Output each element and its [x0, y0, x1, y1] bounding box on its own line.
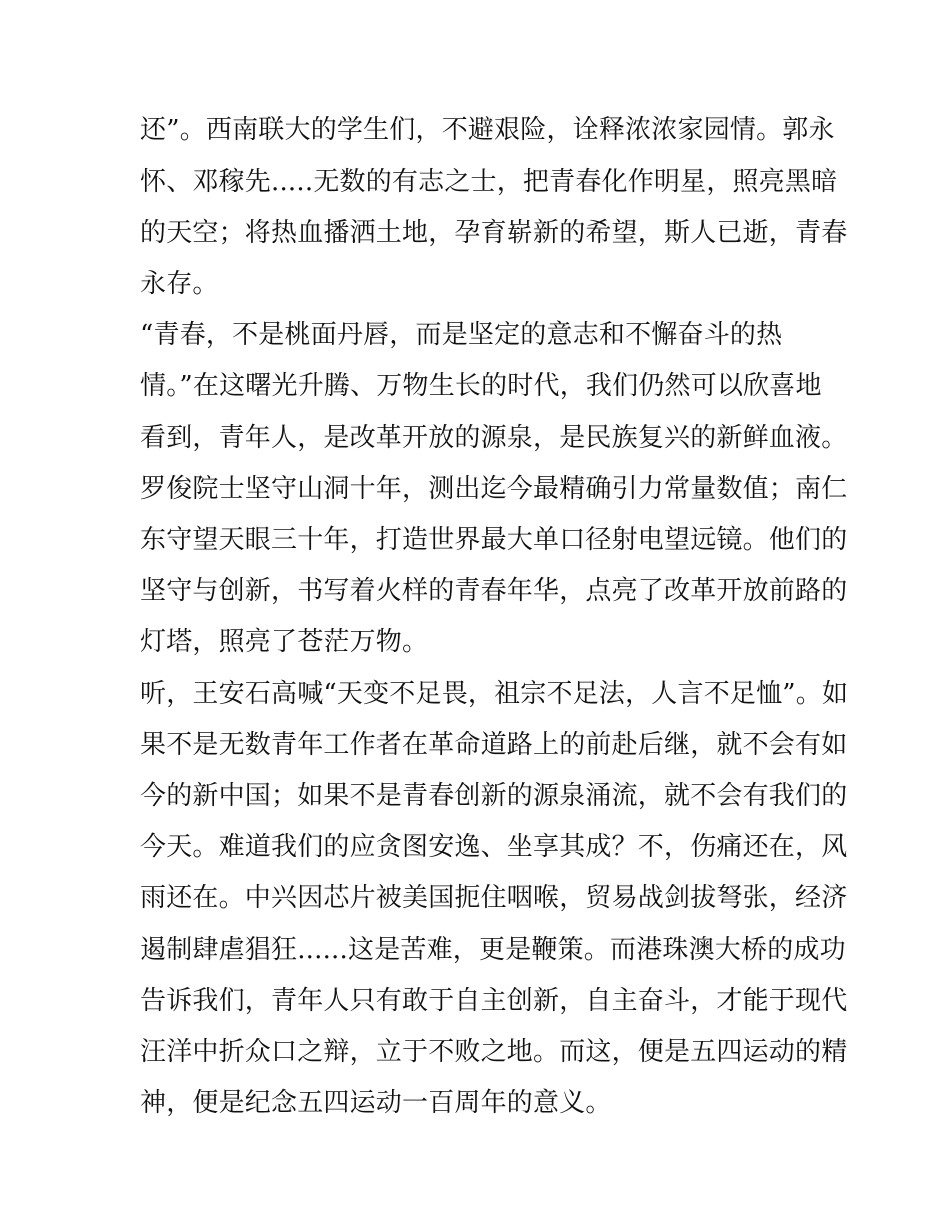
text-line: 东守望天眼三十年，打造世界最大单口径射电望远镜。他们的: [140, 525, 848, 555]
text-line: 情。”在这曙光升腾、万物生长的时代，我们仍然可以欣喜地: [140, 371, 822, 401]
text-line: 汪洋中折众口之辩，立于不败之地。而这，便是五四运动的精: [140, 1037, 848, 1067]
text-line: 的天空；将热血播洒土地，孕育崭新的希望，斯人已逝，青春: [140, 218, 848, 248]
text-line: 灯塔，照亮了苍茫万物。: [140, 627, 429, 657]
text-line: 神，便是纪念五四运动一百周年的意义。: [140, 1088, 612, 1118]
text-line: 怀、邓稼先.....无数的有志之士，把青春化作明星，照亮黑暗: [140, 167, 838, 197]
text-line: 今天。难道我们的应贪图安逸、坐享其成？不，伤痛还在，风: [140, 832, 848, 862]
text-line: 还”。西南联大的学生们，不避艰险，诠释浓浓家园情。郭永: [140, 115, 835, 145]
text-line: 永存。: [140, 269, 219, 299]
text-line: 果不是无数青年工作者在革命道路上的前赴后继，就不会有如: [140, 730, 848, 760]
text-line: 听，王安石高喊“天变不足畏，祖宗不足法，人言不足恤”。如: [140, 679, 849, 709]
text-line: 遏制肆虐猖狂......这是苦难，更是鞭策。而港珠澳大桥的成功: [140, 935, 846, 965]
text-line: 坚守与创新，书写着火样的青春年华，点亮了改革开放前路的: [140, 576, 848, 606]
text-line: 雨还在。中兴因芯片被美国扼住咽喉，贸易战剑拔弩张，经济: [140, 883, 848, 913]
text-line: “青春，不是桃面丹唇，而是坚定的意志和不懈奋斗的热: [140, 320, 783, 350]
text-line: 看到，青年人，是改革开放的源泉，是民族复兴的新鲜血液。: [140, 423, 848, 453]
text-line: 罗俊院士坚守山洞十年，测出迄今最精确引力常量数值；南仁: [140, 474, 848, 504]
text-line: 告诉我们，青年人只有敢于自主创新，自主奋斗，才能于现代: [140, 986, 848, 1016]
text-line: 今的新中国；如果不是青春创新的源泉涌流，就不会有我们的: [140, 781, 848, 811]
